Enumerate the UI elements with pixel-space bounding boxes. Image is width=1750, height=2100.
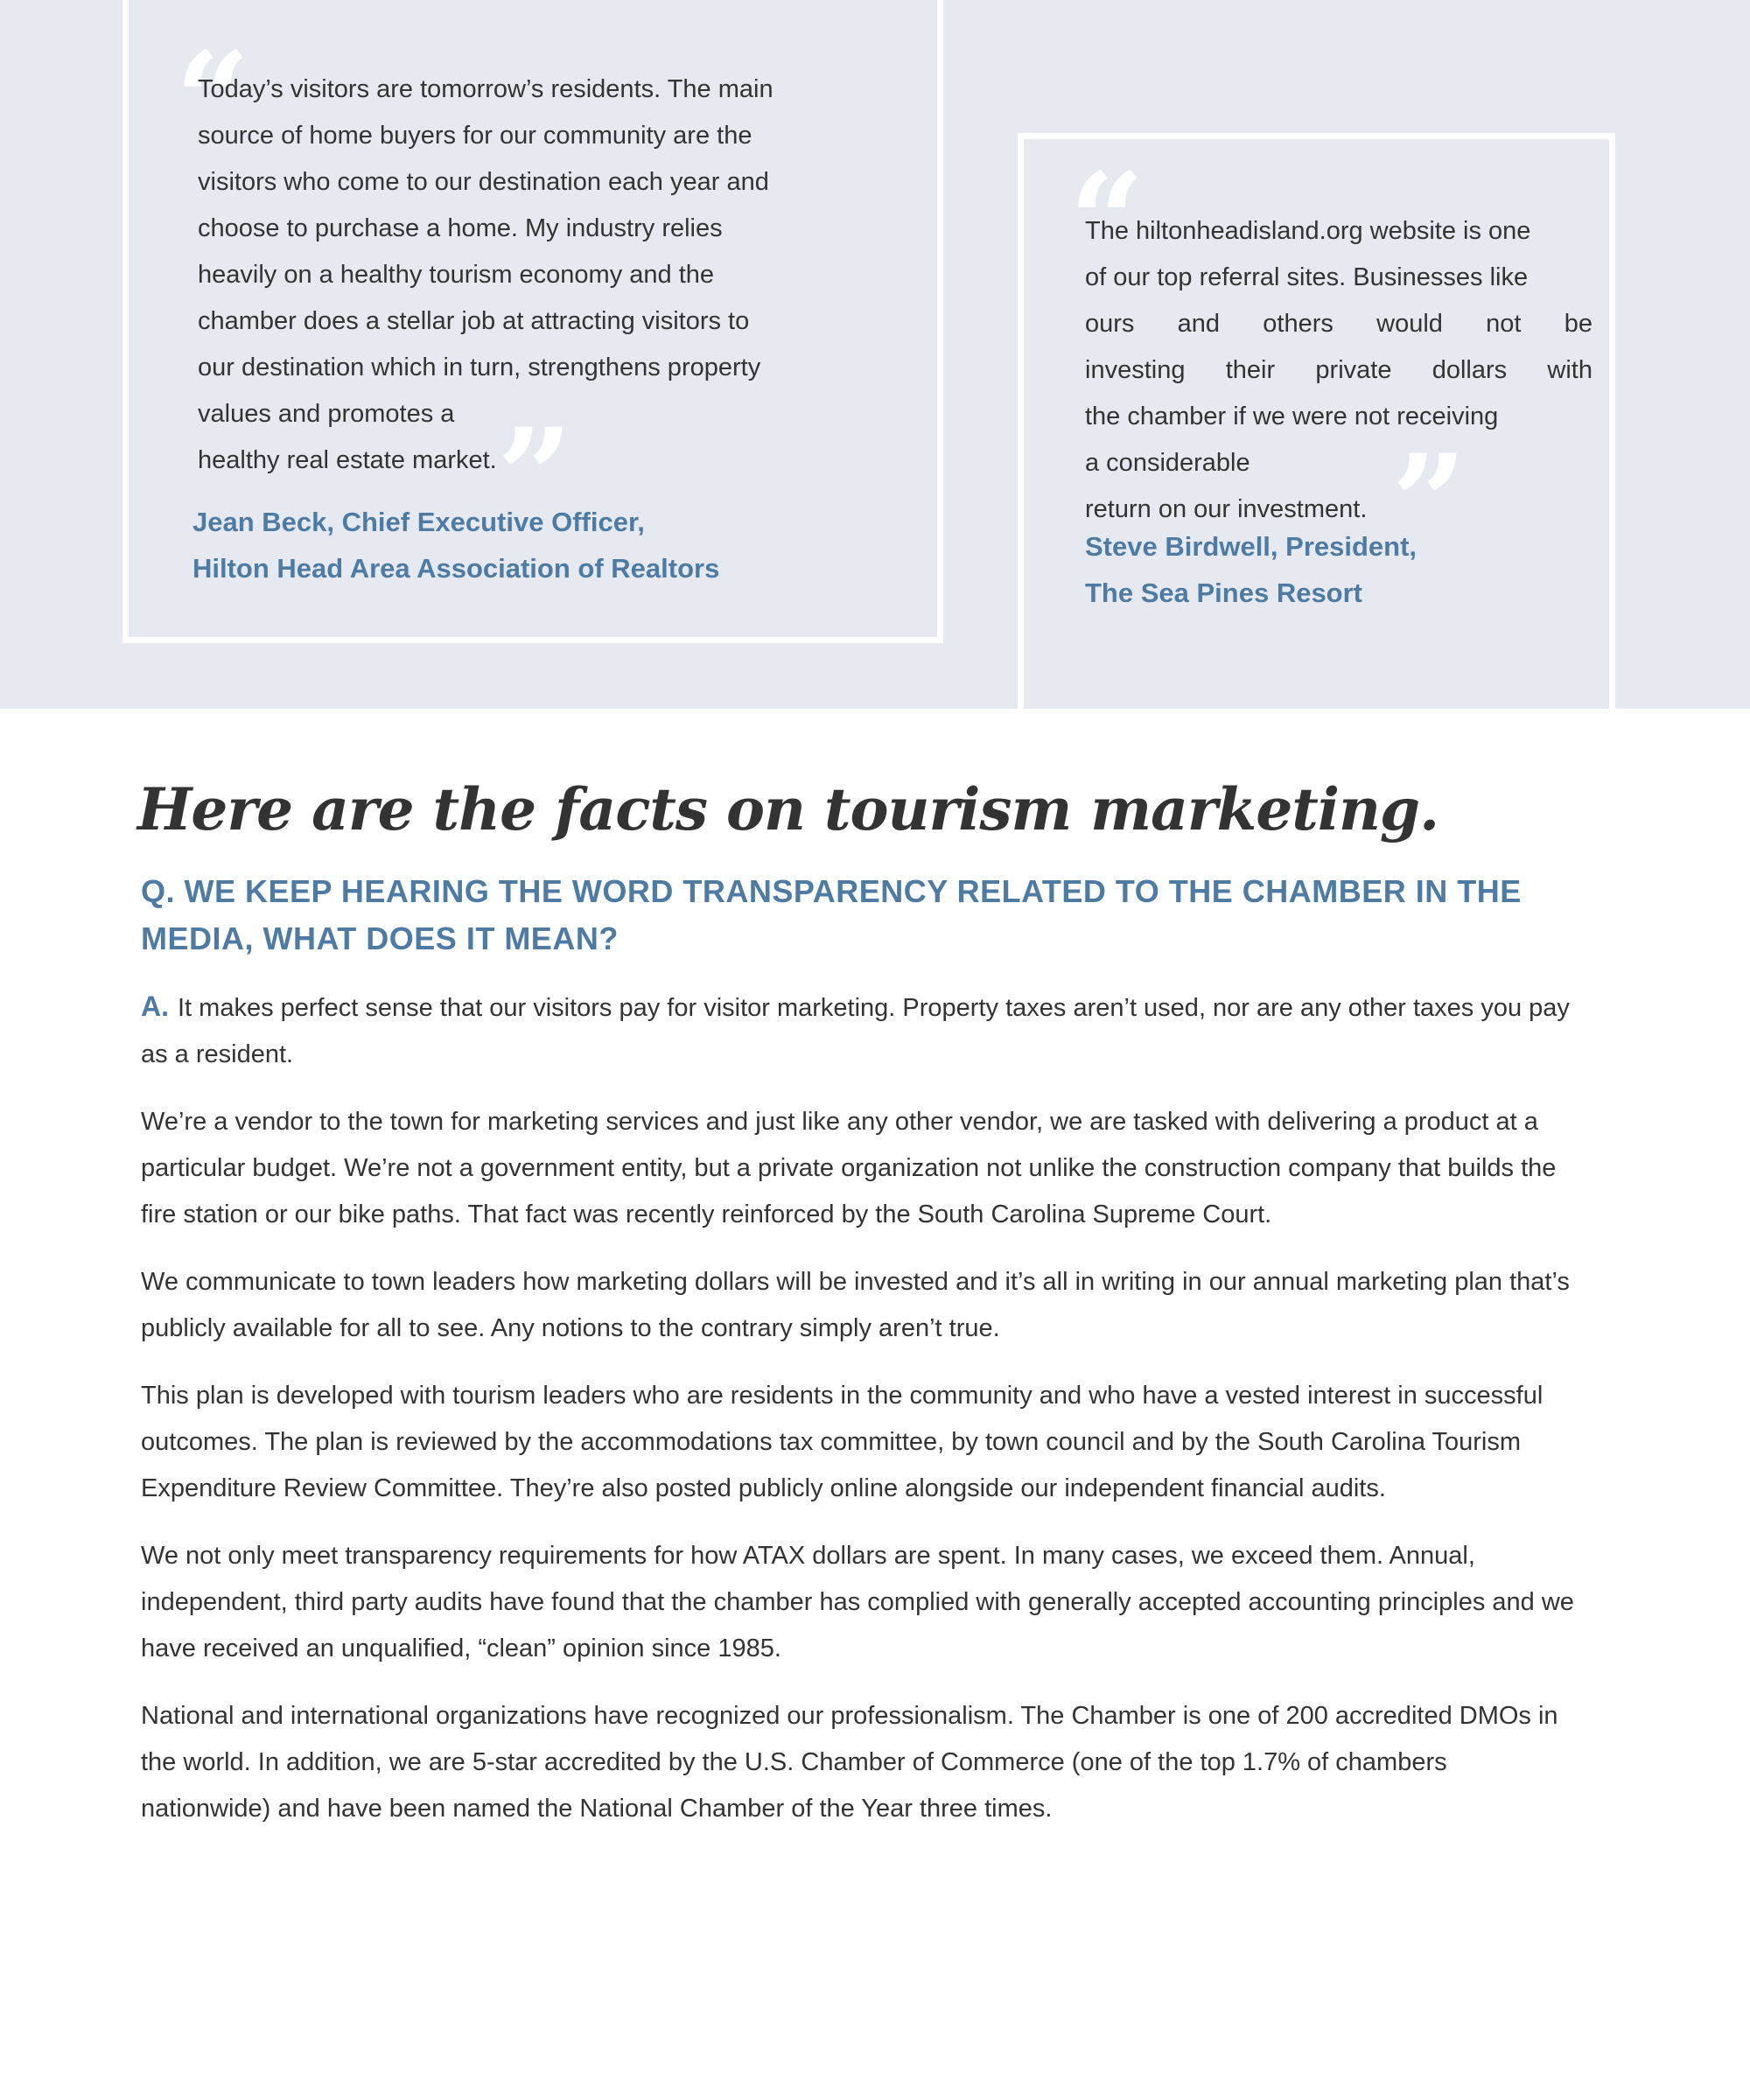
- close-quote-icon: ”: [497, 400, 573, 554]
- quote-right-attribution: [1085, 523, 1417, 616]
- quote-left-attribution: [192, 499, 719, 592]
- quote-line: Today’s visitors are tomorrow’s residents. The main: [198, 75, 774, 103]
- quote-line: ours and others would not be: [1085, 310, 1592, 338]
- quote-line: source of home buyers for our community are the: [198, 122, 752, 150]
- quote-line: the chamber if we were not receiving: [1085, 402, 1499, 430]
- body-paragraph: National and international organizations have recognized our professionalism. The Chamber is one of 200 accredited DMOs in the world. In addition, we are 5-star accredited by the U.S. Chamber of Commerce (one of the top 1.7% of chambers nationwide) and have been named the National Chamber of the Year three times.: [141, 1702, 1558, 1823]
- quote-line: our destination which in turn, strengthens property: [198, 354, 761, 382]
- facts-section: [137, 775, 1576, 1853]
- quote-line: choose to purchase a home. My industry relies: [198, 214, 723, 242]
- quote-line: healthy real estate market.: [198, 446, 497, 474]
- close-quote-icon: ”: [1391, 426, 1467, 580]
- faq-question: Q. WE KEEP HEARING THE WORD TRANSPARENCY RELATED TO THE CHAMBER IN THE MEDIA, WHAT DOES IT MEAN?: [141, 873, 1522, 956]
- quote-left-text: [198, 66, 863, 484]
- attribution-organization: The Sea Pines Resort: [1085, 578, 1363, 608]
- quote-line: a considerable: [1085, 449, 1250, 477]
- body-paragraph: We communicate to town leaders how marketing dollars will be invested and it’s all in writing in our annual marketing plan that’s publicly available for all to see. Any notions to the contrary simply aren’t true.: [141, 1268, 1570, 1342]
- quote-line: chamber does a stellar job at attracting visitors to: [198, 307, 750, 335]
- body-paragraph: We not only meet transparency requirements for how ATAX dollars are spent. In many cases, we exceed them. Annual, independent, third party audits have found that the chamber has complied with generally accepted accounting principles and we have received an unqualified, “clean” opinion since 1985.: [141, 1542, 1574, 1662]
- attribution-name: Jean Beck, Chief Executive Officer,: [192, 507, 645, 537]
- section-heading: Here are the facts on tourism marketing.: [137, 775, 1439, 844]
- answer-text: It makes perfect sense that our visitors pay for visitor marketing. Property taxes aren’t used, nor are any other taxes you pay as a resident.: [141, 994, 1570, 1068]
- open-quote-icon: “: [1069, 144, 1145, 298]
- open-quote-icon: “: [175, 24, 251, 178]
- attribution-organization: Hilton Head Area Association of Realtors: [192, 553, 720, 584]
- body-paragraph: This plan is developed with tourism leaders who are residents in the community and who have a vested interest in successful outcomes. The plan is reviewed by the accommodations tax committee, by town council and by the South Carolina Tourism Expenditure Review Committee. They’re also posted publicly online alongside our independent financial audits.: [141, 1382, 1544, 1502]
- body-paragraph: We’re a vendor to the town for marketing services and just like any other vendor, we are tasked with delivering a product at a particular budget. We’re not a government entity, but a private organization not unlike the construction company that builds the fire station or our bike paths. That fact was recently reinforced by the South Carolina Supreme Court.: [141, 1108, 1557, 1228]
- quote-line: return on our investment.: [1085, 495, 1368, 523]
- quote-line: The hiltonheadisland.org website is one: [1085, 217, 1531, 245]
- quote-line: of our top referral sites. Businesses like: [1085, 263, 1529, 291]
- quote-line: values and promotes a: [198, 400, 455, 428]
- quote-line: visitors who come to our destination each year and: [198, 168, 769, 196]
- answer-label: A.: [141, 990, 169, 1022]
- quote-line: investing their private dollars with: [1085, 356, 1592, 384]
- attribution-name: Steve Birdwell, President,: [1085, 531, 1418, 562]
- faq-answer: [141, 984, 1576, 1078]
- quote-line: heavily on a healthy tourism economy and the: [198, 261, 715, 289]
- quote-right-text: [1085, 208, 1592, 533]
